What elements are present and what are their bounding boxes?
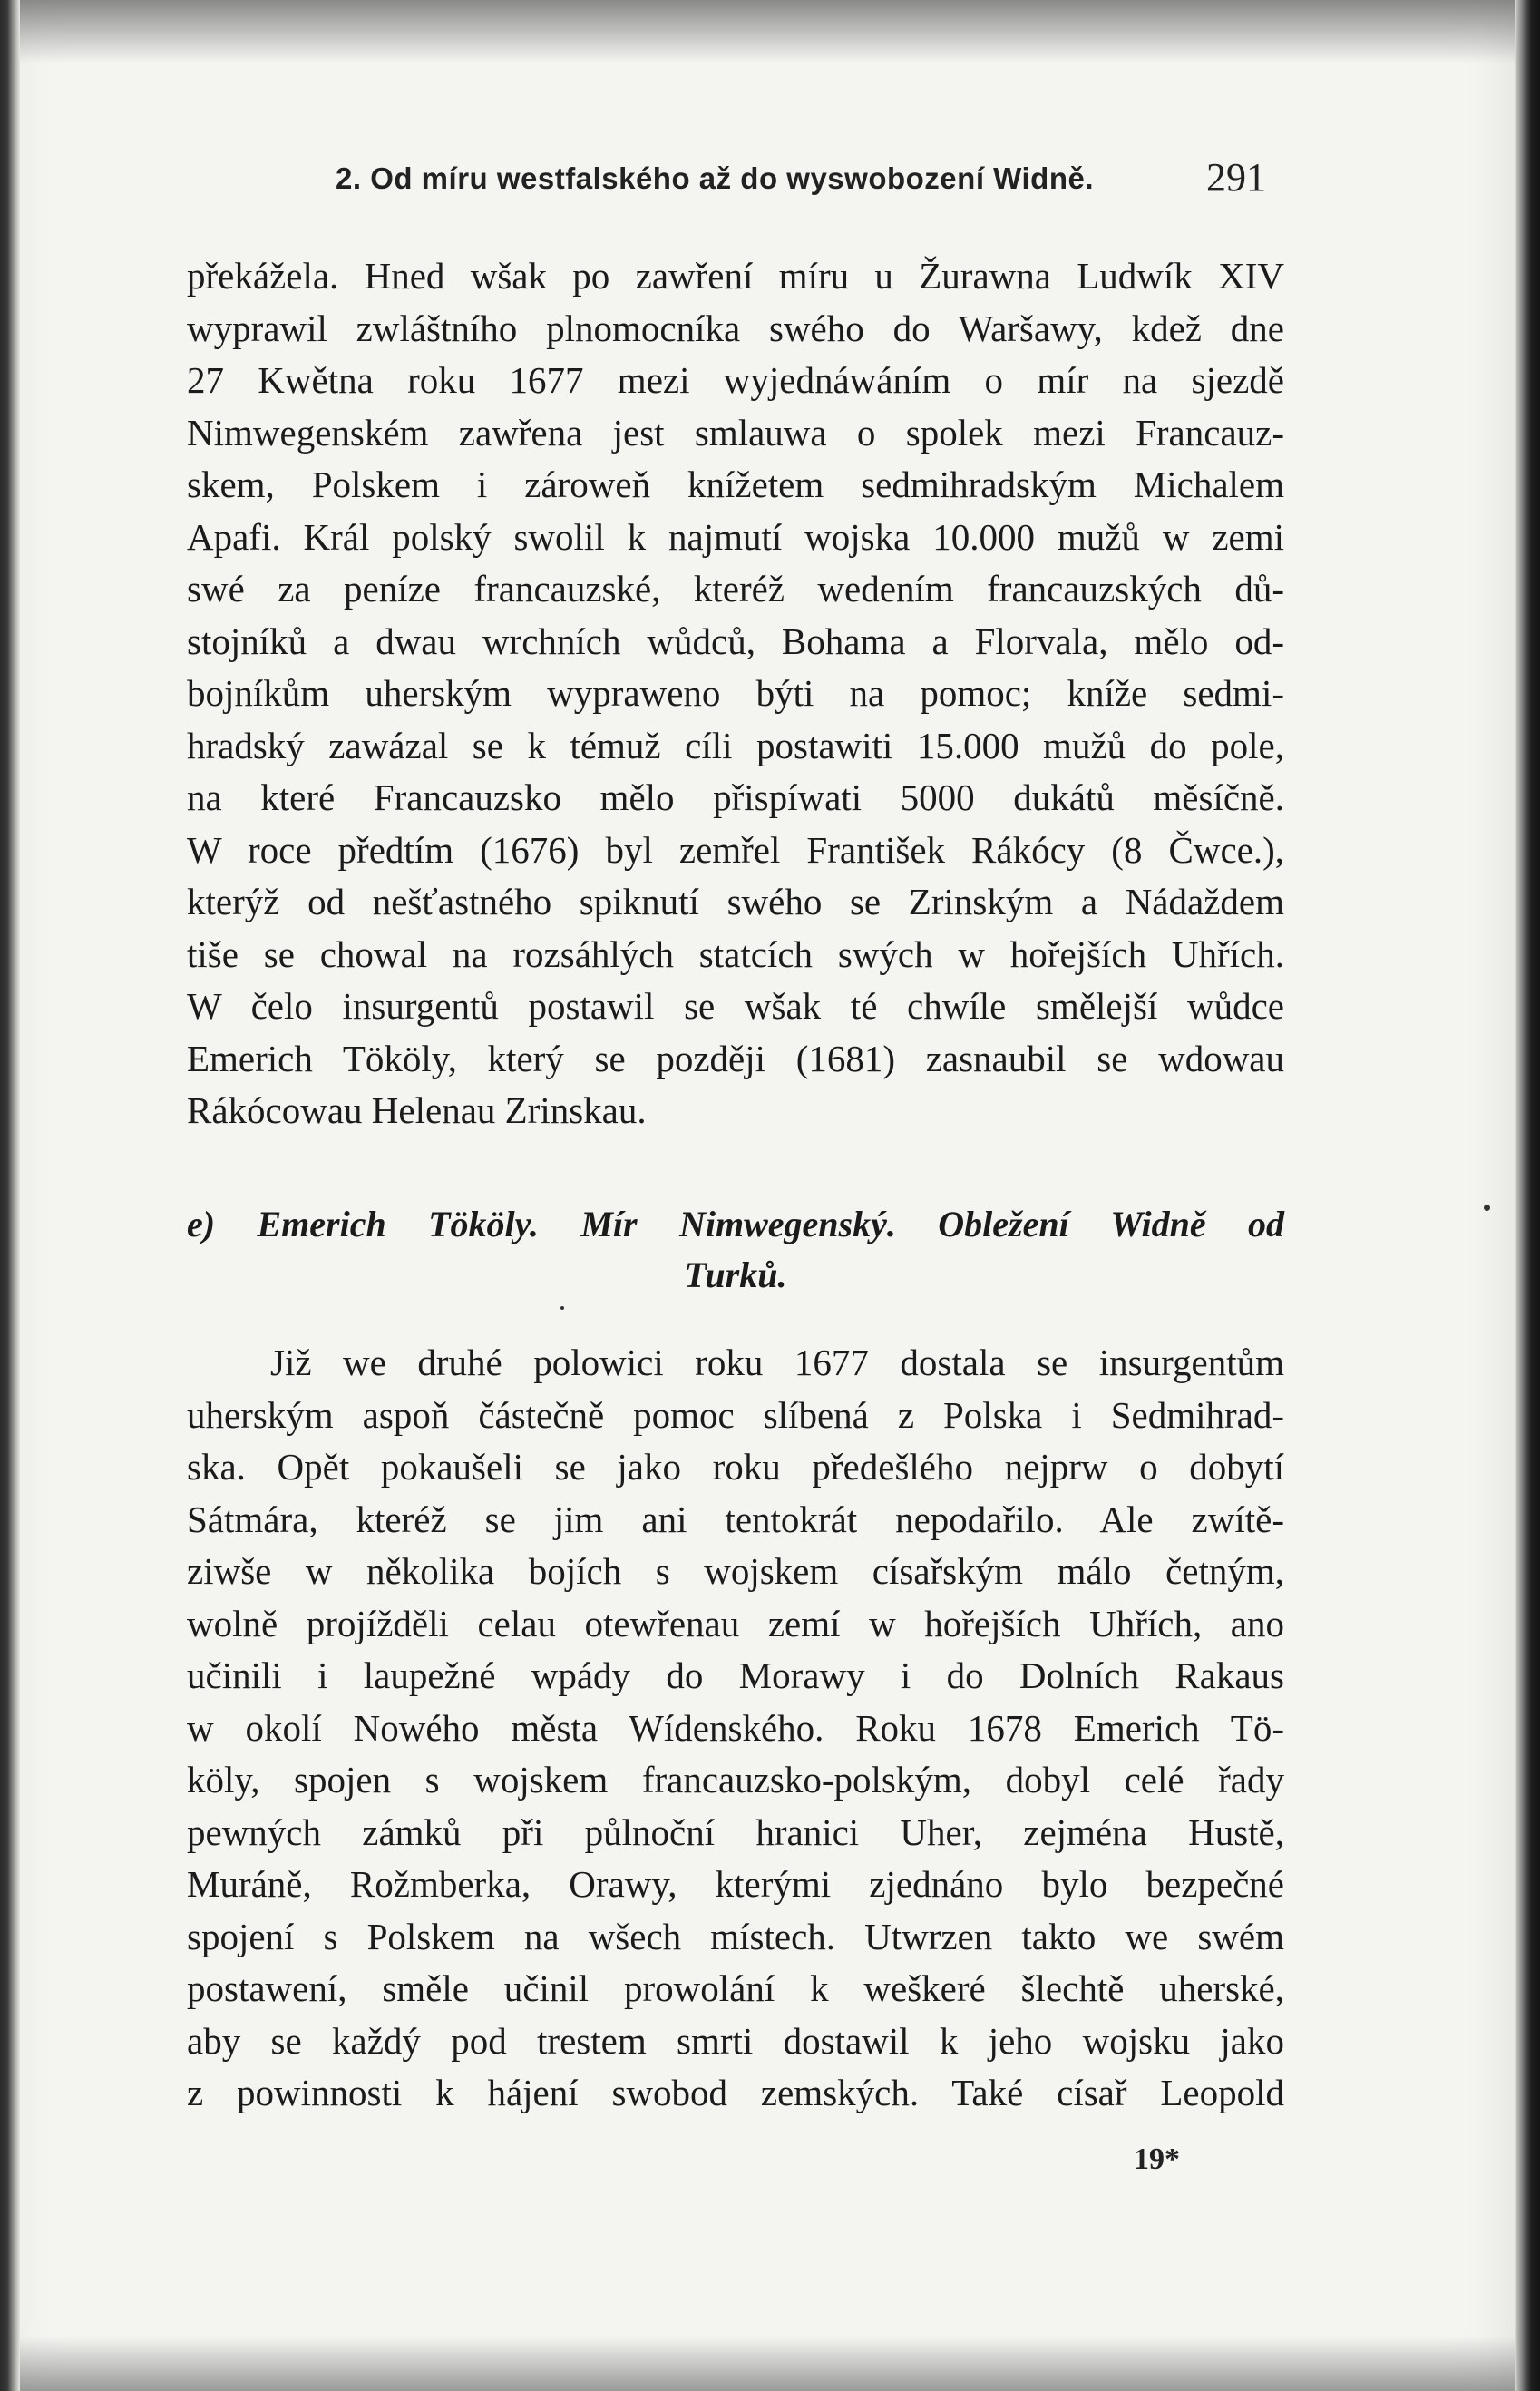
text-line: Apafi. Král polský swolil k najmutí wojska 10.000 mužů w zemi — [187, 515, 1284, 558]
text-line: uherským aspoň částečně pomoc slíbená z Polska i Sedmihrad- — [187, 1393, 1284, 1436]
text-line: stojníků a dwau wrchních wůdců, Bohama a Florvala, mělo od- — [187, 620, 1284, 662]
page-number: 291 — [1206, 155, 1266, 200]
text-line: překážela. Hned wšak po zawření míru u Žurawna Ludwík XIV — [187, 255, 1284, 297]
text-line: 27 Kwětna roku 1677 mezi wyjednáwáním o mír na sjezdě — [187, 359, 1284, 401]
text-line: W roce předtím (1676) byl zemřel František Rákócy (8 Čwce.), — [187, 828, 1284, 871]
text-line: učinili i laupežné wpády do Morawy i do Dolních Rakaus — [187, 1654, 1284, 1696]
text-line: ziwše w několika bojích s wojskem císařským málo četným, — [187, 1550, 1284, 1592]
text-line: aby se každý pod trestem smrti dostawil k jeho wojsku jako — [187, 2019, 1284, 2062]
text-line: wolně projížděli celau otewřenau zemí w hořejších Uhřích, ano — [187, 1602, 1284, 1644]
text-line: köly, spojen s wojskem francauzsko-polským, dobyl celé řady — [187, 1759, 1284, 1801]
scan-speck — [1484, 1205, 1490, 1211]
text-line: tiše se chowal na rozsáhlých statcích swých w hořejších Uhřích. — [187, 932, 1284, 975]
text-line: Rákócowau Helenau Zrinskau. — [187, 1089, 647, 1131]
page-left-edge — [0, 0, 20, 2391]
page-bottom-shadow — [20, 2337, 1515, 2391]
text-line: Již we druhé polowici roku 1677 dostala se insurgentům — [270, 1342, 1284, 1383]
text-line: Nimwegenském zawřena jest smlauwa o spolek mezi Francauz- — [187, 411, 1284, 454]
section-heading — [187, 1199, 1284, 1301]
text-line: w okolí Nowého města Wídenského. Roku 1678 Emerich Tö- — [187, 1706, 1284, 1749]
text-line: na které Francauzsko mělo přispíwati 5000 dukátů měsíčně. — [187, 776, 1284, 818]
scan-speck — [560, 1306, 564, 1310]
text-line: Muráně, Rožmberka, Orawy, kterými zjednáno bylo bezpečné — [187, 1863, 1284, 1905]
paragraph-1 — [187, 250, 1284, 1137]
text-line: pewných zámků při půlnoční hranici Uher, zejména Hustě, — [187, 1810, 1284, 1853]
text-line: hradský zawázal se k témuž cíli postawiti 15.000 mužů do pole, — [187, 724, 1284, 766]
text-line: postawení, směle učinil prowolání k weškeré šlechtě uherské, — [187, 1967, 1284, 2009]
section-heading-line-1: e) Emerich Tököly. Mír Nimwegenský. Obležení Widně od — [187, 1204, 1284, 1244]
page-right-edge — [1515, 0, 1540, 2391]
text-line: kterýž od nešťastného spiknutí swého se Zrinským a Nádaždem — [187, 881, 1284, 922]
text-line: Emerich Tököly, který se později (1681) zasnaubil se wdowau — [187, 1037, 1284, 1079]
text-line: wyprawil zwláštního plnomocníka swého do Waršawy, kdež dne — [187, 307, 1284, 349]
section-heading-line-2: Turků. — [684, 1254, 787, 1295]
text-line: W čelo insurgentů postawil se wšak té chwíle smělejší wůdce — [187, 985, 1284, 1027]
text-line: ska. Opět pokaušeli se jako roku předešlého nejprw o dobytí — [187, 1446, 1284, 1488]
paragraph-2 — [187, 1337, 1284, 2120]
signature-mark: 19* — [1134, 2142, 1180, 2176]
page-top-shadow — [20, 0, 1515, 63]
text-line: z powinnosti k hájení swobod zemských. Také císař Leopold — [187, 2072, 1284, 2113]
text-line: spojení s Polskem na wšech místech. Utwrzen takto we swém — [187, 1915, 1284, 1957]
text-line: swé za peníze francauzské, kteréž wedením francauzských dů- — [187, 568, 1284, 610]
text-line: bojníkům uherským wypraweno býti na pomoc; kníže sedmi- — [187, 672, 1284, 714]
text-line: Sátmára, kteréž se jim ani tentokrát nepodařilo. Ale zwítě- — [187, 1498, 1284, 1540]
text-line: skem, Polskem i zároweň knížetem sedmihradským Michalem — [187, 464, 1284, 505]
running-head: 2. Od míru westfalského až do wyswobození Widně. — [336, 161, 1095, 195]
